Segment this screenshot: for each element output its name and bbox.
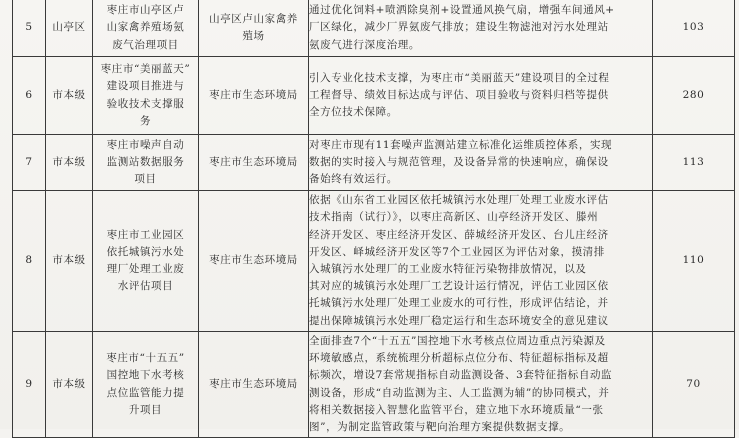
row-number: 6 [13, 57, 46, 135]
table-row [13, 57, 735, 135]
project-content-cell: 通过优化饲料+喷洒除臭剂+设置通风换气扇，增强车间通风+ 厂区绿化，减少厂界氨废气排放；建设生物滤池对污水处理站 氨废气进行深度治理。 [309, 0, 653, 57]
row-number: 7 [13, 135, 46, 191]
region-cell: 市本级 [46, 191, 93, 332]
region-cell: 市本级 [46, 332, 93, 438]
project-content-cell: 引入专业化技术支撑，为枣庄市“美丽蓝天”建设项目的全过程 工程督导、绩效目标达成与评估、项目验收与资料归档等提供 全方位技术保障。 [309, 57, 653, 135]
amount-cell: 70 [653, 332, 735, 438]
implementing-unit-cell: 枣庄市生态环境局 [199, 332, 309, 438]
amount-cell: 280 [653, 57, 735, 135]
project-content-cell: 对枣庄市现有11套噪声监测站建立标准化运维质控体系，实现 数据的实时接入与规范管理，及设备异常的快速响应，确保设 备始终有效运行。 [309, 135, 653, 191]
project-table [12, 0, 735, 438]
row-number: 9 [13, 332, 46, 438]
implementing-unit-cell: 枣庄市生态环境局 [199, 57, 309, 135]
table-row [13, 191, 735, 332]
table-row [13, 0, 735, 57]
project-name-cell: 枣庄市“美丽蓝天” 建设项目推进与 验收技术支撑服 务 [93, 57, 199, 135]
project-name-cell: 枣庄市“十五五” 国控地下水考核 点位监管能力提 升项目 [93, 332, 199, 438]
project-content-cell: 依据《山东省工业园区依托城镇污水处理厂处理工业废水评估 技术指南（试行）》，以枣庄高新区、山亭经济开发区、滕州 经济开发区、枣庄经济开发区、薛城经济开发区、台儿庄经济 开发区、峄城经济开发区等7个工业园区为评估对象，摸清排 入城镇污水处理厂的工业废水特征污染物排放情况，以及 其对应的城镇污水处理厂工艺设计运行情况，评估工业园区依 托城镇污水处理厂处理工业废水的可行性，形成评估结论，并 提出保障城镇污水处理厂稳定运行和生态环境安全的意见建议 [309, 191, 653, 332]
amount-cell: 103 [653, 0, 735, 57]
implementing-unit-cell: 枣庄市生态环境局 [199, 191, 309, 332]
row-number: 8 [13, 191, 46, 332]
region-cell: 市本级 [46, 135, 93, 191]
amount-cell: 110 [653, 191, 735, 332]
table-row [13, 135, 735, 191]
project-name-cell: 枣庄市山亭区卢 山家禽养殖场氨 废气治理项目 [93, 0, 199, 57]
implementing-unit-cell: 枣庄市生态环境局 [199, 135, 309, 191]
project-content-cell: 全面排查7个“十五五”国控地下水考核点位周边重点污染源及 环境敏感点，系统梳理分析超标点位分布、特征超标指标及超 标频次，增设7套常规指标自动监测设备、3套特征指标自动监 测设备，形成“自动监测为主、人工监测为辅”的协同模式，并 将相关数据接入智慧化监管平台，建立地下水环境质量“一张 图”，为制定监管政策与靶向治理方案提供数据支撑。 [309, 332, 653, 438]
project-name-cell: 枣庄市噪声自动 监测站数据服务 项目 [93, 135, 199, 191]
row-number: 5 [13, 0, 46, 57]
region-cell: 市本级 [46, 57, 93, 135]
region-cell: 山亭区 [46, 0, 93, 57]
implementing-unit-cell: 山亭区卢山家禽养 殖场 [199, 0, 309, 57]
amount-cell: 113 [653, 135, 735, 191]
table-row [13, 332, 735, 438]
project-name-cell: 枣庄市工业园区 依托城镇污水处 理厂处理工业废 水评估项目 [93, 191, 199, 332]
